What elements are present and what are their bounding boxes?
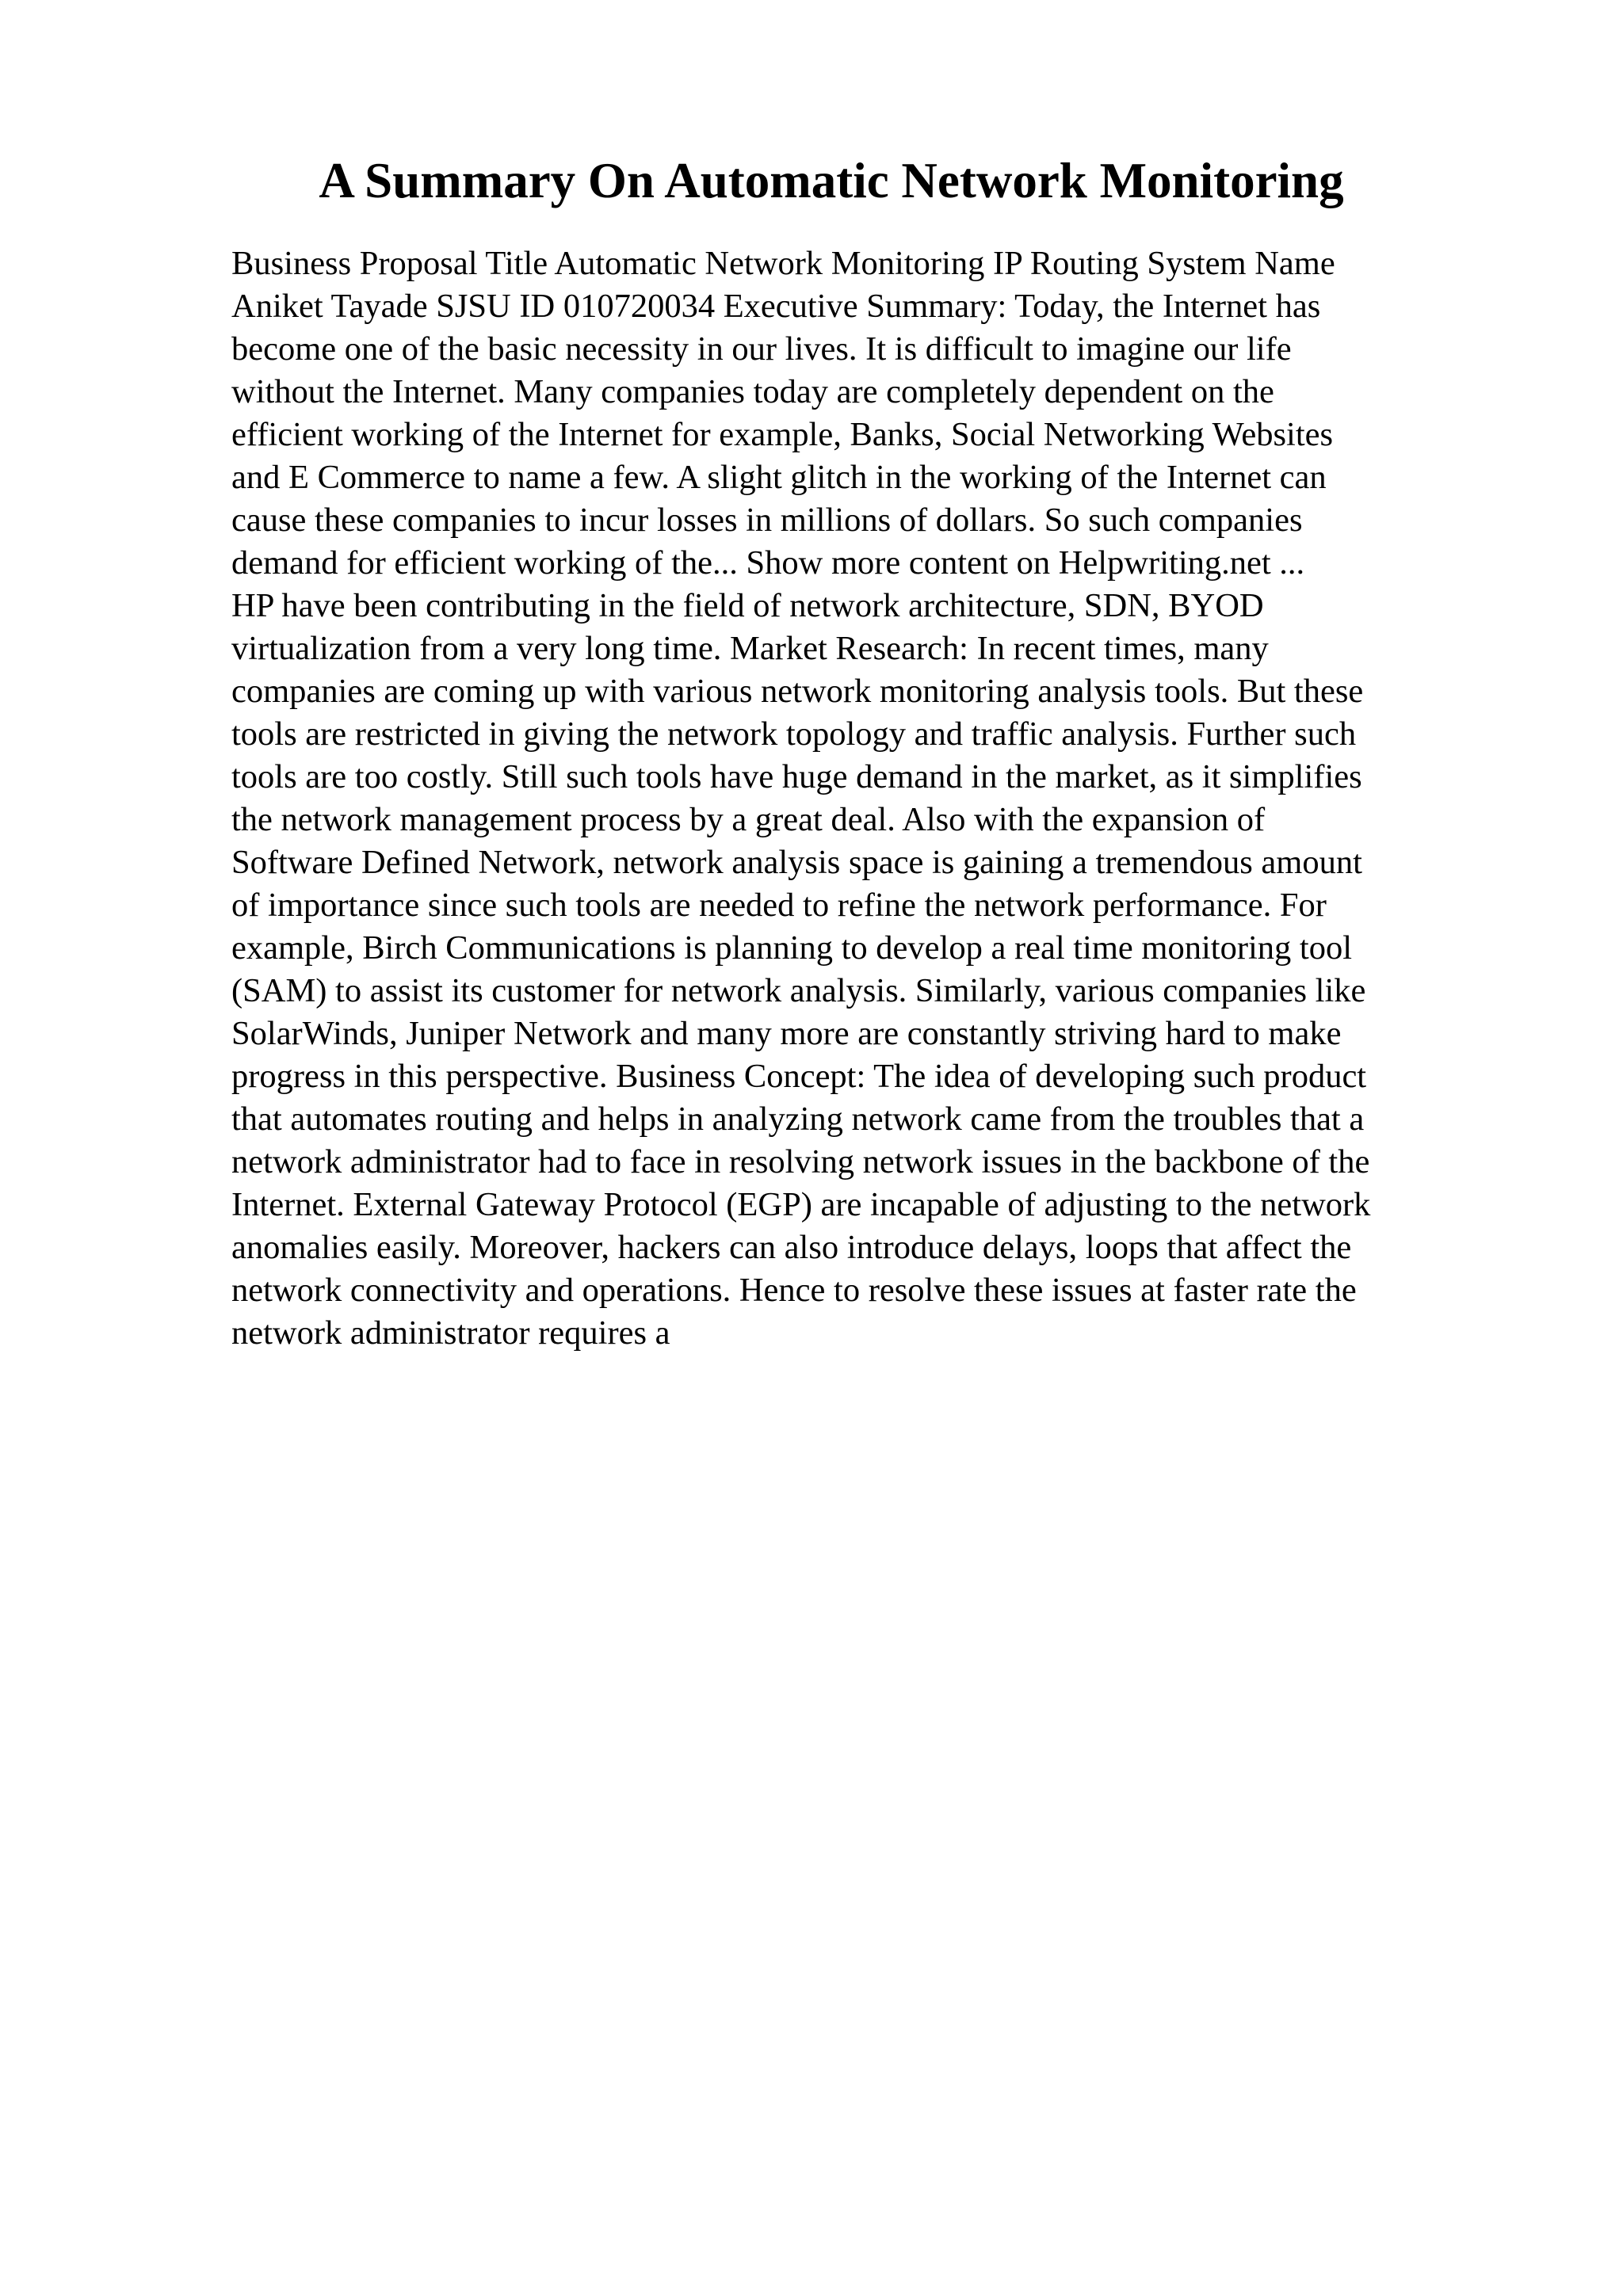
document-body (231, 242, 1499, 1355)
body-line: network connectivity and operations. Hence to resolve these issues at faster rate the (231, 1272, 1357, 1309)
body-line: Aniket Tayade SJSU ID 010720034 Executive Summary: Today, the Internet has (231, 288, 1321, 325)
body-line: HP have been contributing in the field of network architecture, SDN, BYOD (231, 587, 1264, 624)
body-line: Software Defined Network, network analysis space is gaining a tremendous amount (231, 844, 1362, 881)
body-line: progress in this perspective. Business Concept: The idea of developing such product (231, 1058, 1367, 1095)
body-line: (SAM) to assist its customer for network analysis. Similarly, various companies like (231, 972, 1366, 1009)
body-line: companies are coming up with various network monitoring analysis tools. But these (231, 673, 1364, 710)
body-line: Business Proposal Title Automatic Network Monitoring IP Routing System Name (231, 245, 1335, 282)
body-line: the network management process by a great deal. Also with the expansion of (231, 801, 1266, 838)
body-line: become one of the basic necessity in our lives. It is difficult to imagine our life (231, 330, 1292, 368)
body-line: tools are restricted in giving the network topology and traffic analysis. Further such (231, 715, 1357, 753)
body-line: network administrator requires a (231, 1314, 670, 1352)
body-line: efficient working of the Internet for example, Banks, Social Networking Websites (231, 416, 1334, 453)
body-line: cause these companies to incur losses in millions of dollars. So such companies (231, 502, 1303, 539)
body-line: and E Commerce to name a few. A slight glitch in the working of the Internet can (231, 459, 1327, 496)
body-line: virtualization from a very long time. Market Research: In recent times, many (231, 630, 1269, 667)
body-line: SolarWinds, Juniper Network and many more are constantly striving hard to make (231, 1015, 1342, 1052)
body-line: Internet. External Gateway Protocol (EGP) are incapable of adjusting to the network (231, 1186, 1371, 1223)
body-line: network administrator had to face in resolving network issues in the backbone of the (231, 1143, 1370, 1180)
body-line: without the Internet. Many companies today are completely dependent on the (231, 373, 1274, 410)
body-line: that automates routing and helps in analyzing network came from the troubles that a (231, 1100, 1365, 1138)
body-line: of importance since such tools are needed to refine the network performance. For (231, 887, 1327, 924)
body-line: tools are too costly. Still such tools have huge demand in the market, as it simplifies (231, 758, 1362, 795)
document-title (0, 149, 1623, 212)
body-line: demand for efficient working of the... Show more content on Helpwriting.net ... (231, 544, 1305, 582)
document-title-text: A Summary On Automatic Network Monitoring (319, 153, 1344, 208)
body-line: anomalies easily. Moreover, hackers can also introduce delays, loops that affect the (231, 1229, 1352, 1266)
body-line: example, Birch Communications is planning to develop a real time monitoring tool (231, 929, 1353, 967)
